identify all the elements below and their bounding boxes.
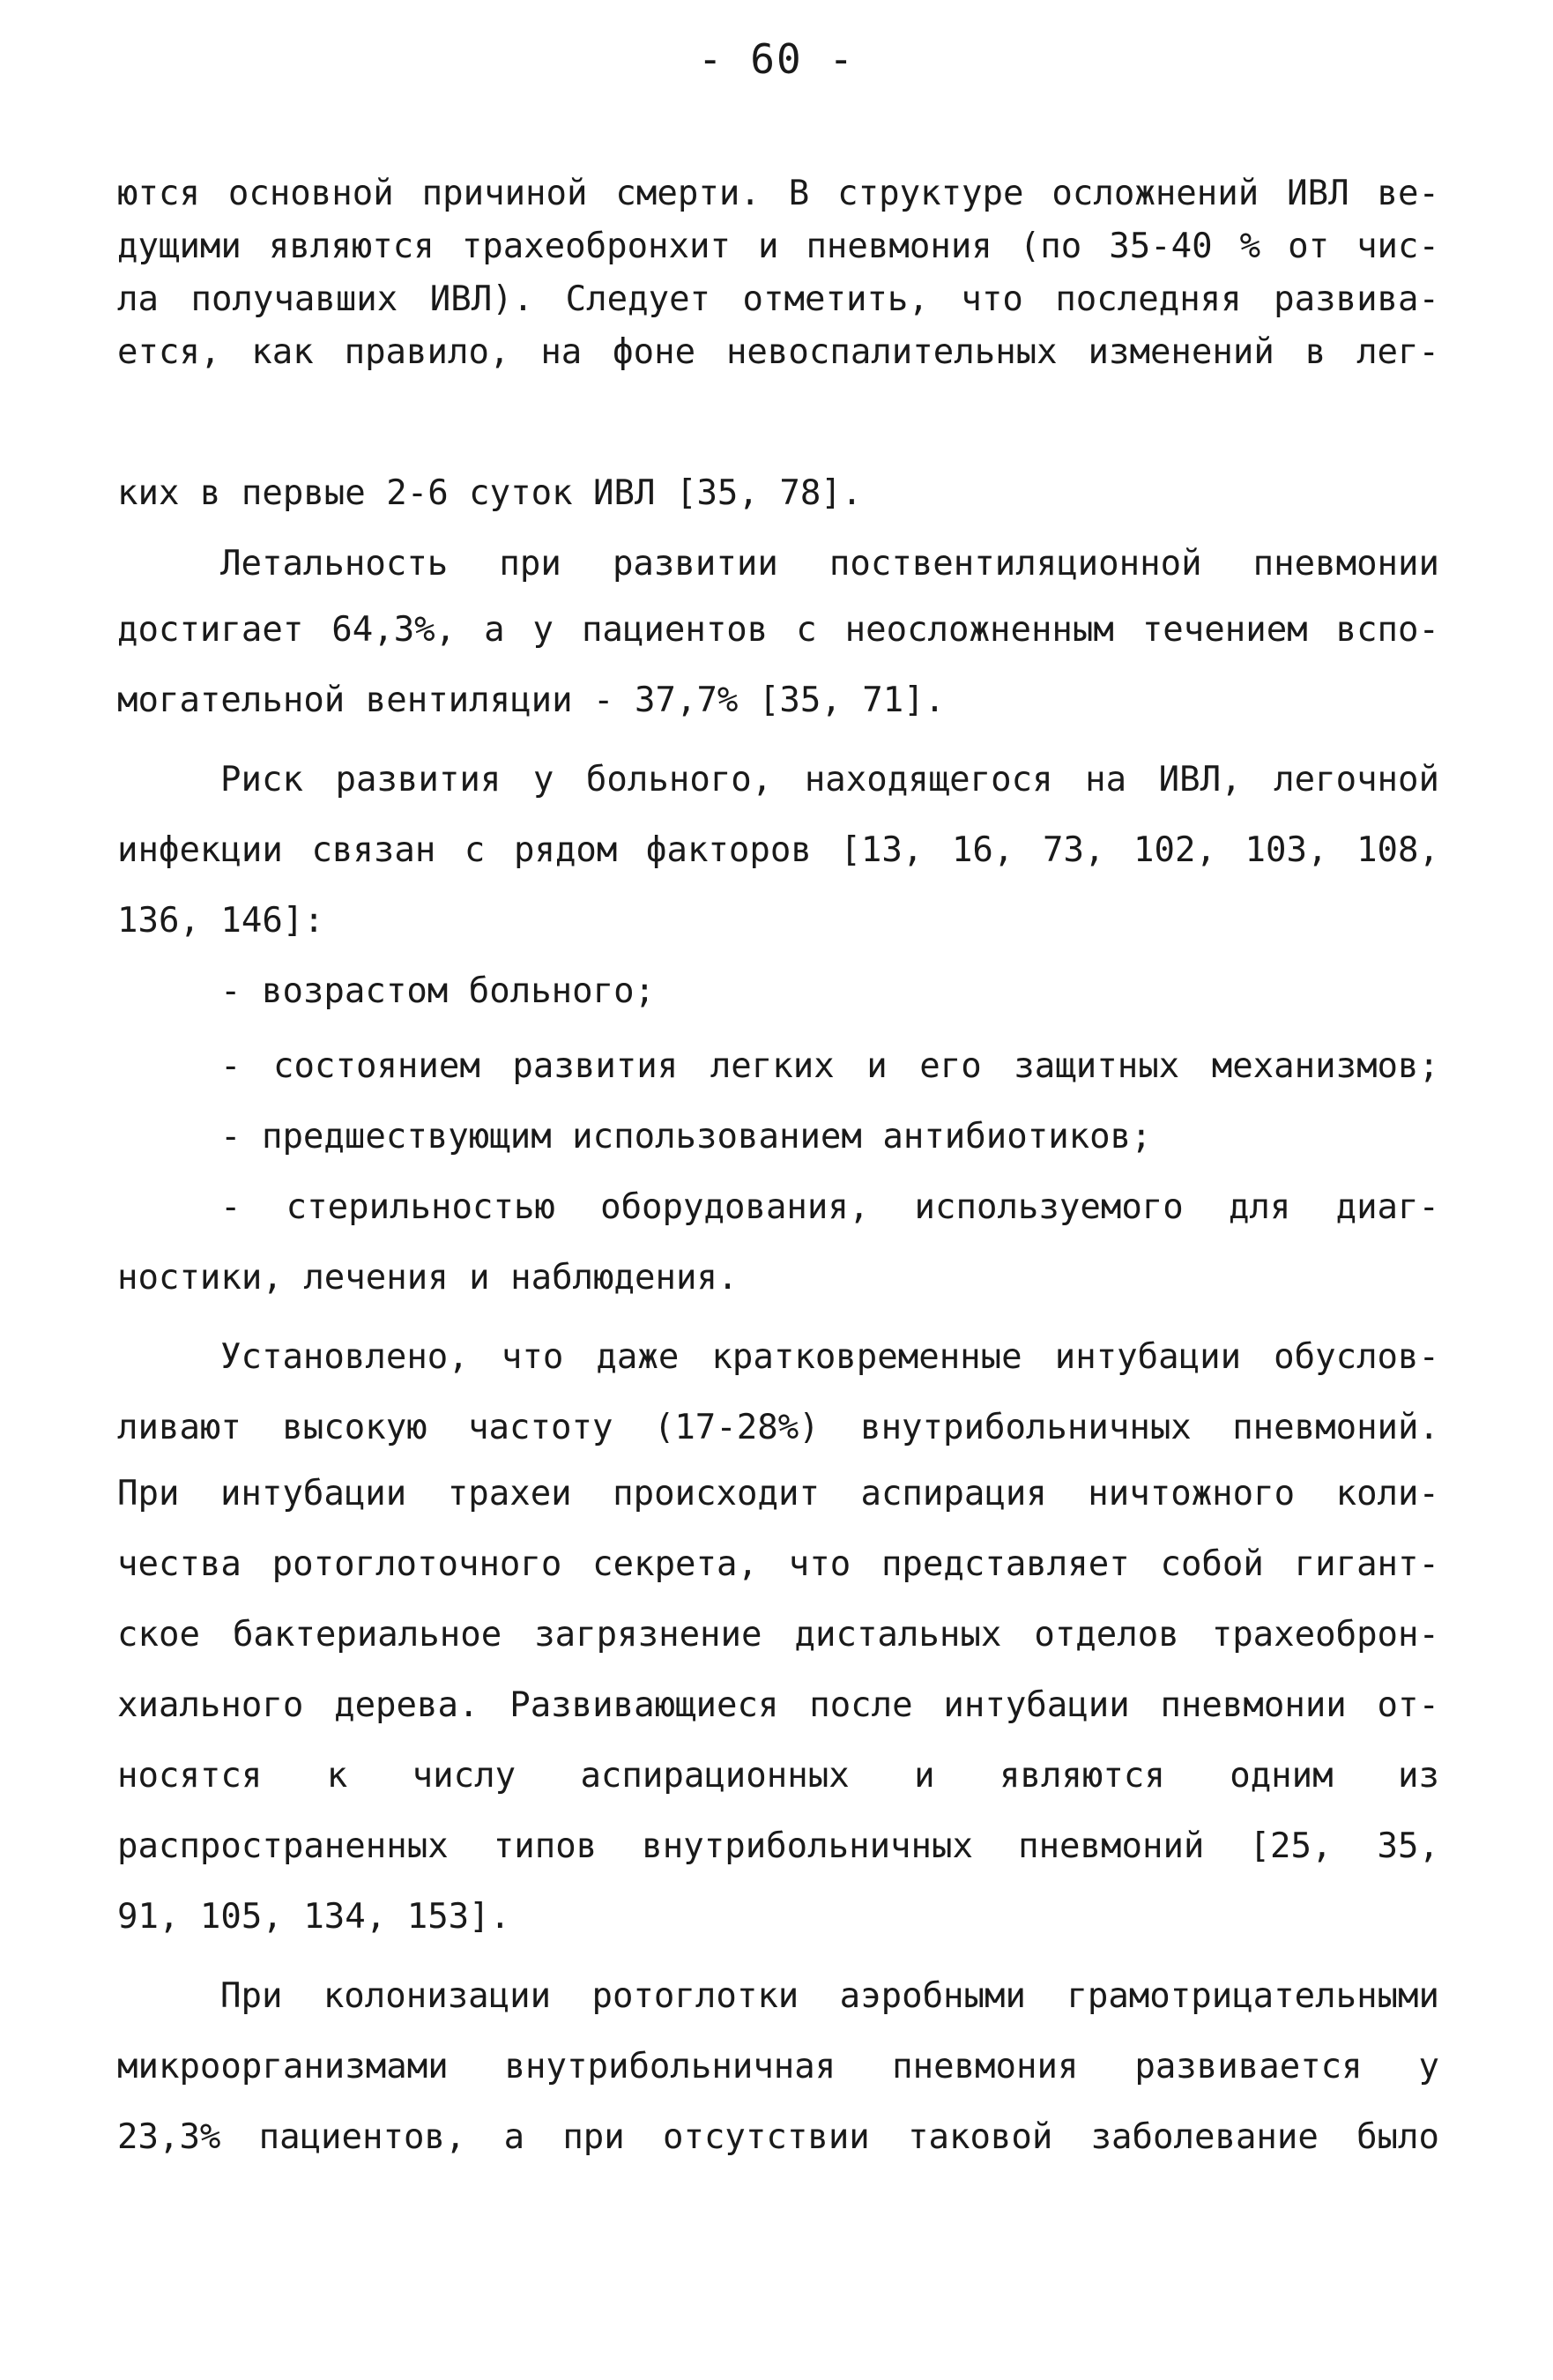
text-line: распространенных типов внутрибольничных пневмоний [25, 35, <box>117 1826 1439 1866</box>
text-line: Летальность при развитии поствентиляционной пневмонии <box>220 544 1439 584</box>
text-line: носятся к числу аспирационных и являются одним из <box>117 1756 1439 1796</box>
text-line: При интубации трахеи происходит аспирация ничтожного коли- <box>117 1474 1439 1514</box>
text-line: ла получавших ИВЛ). Следует отметить, что последняя развива- <box>117 279 1439 319</box>
text-line: 23,3% пациентов, а при отсутствии таковой заболевание было <box>117 2117 1439 2157</box>
text-line: ких в первые 2-6 суток ИВЛ [35, 78]. <box>117 473 863 513</box>
text-line: ностики, лечения и наблюдения. <box>117 1258 739 1298</box>
list-item: - предшествующим использованием антибиотиков; <box>220 1117 1152 1157</box>
text-line: достигает 64,3%, а у пациентов с неосложненным течением вспо- <box>117 610 1439 650</box>
list-item: - возрастом больного; <box>220 971 656 1011</box>
text-line: чества ротоглоточного секрета, что представляет собой гигант- <box>117 1544 1439 1584</box>
text-line: При колонизации ротоглотки аэробными грамотрицательными <box>220 1976 1439 2016</box>
text-line: могательной вентиляции - 37,7% [35, 71]. <box>117 681 946 720</box>
text-line: ются основной причиной смерти. В структуре осложнений ИВЛ ве- <box>117 174 1439 213</box>
text-line: Риск развития у больного, находящегося на ИВЛ, легочной <box>220 760 1439 800</box>
text-line: инфекции связан с рядом факторов [13, 16, 73, 102, 103, 108, <box>117 830 1439 870</box>
text-line: ется, как правило, на фоне невоспалительных изменений в лег- <box>117 332 1439 372</box>
text-line: дущими являются трахеобронхит и пневмония (по 35-40 % от чис- <box>117 227 1439 266</box>
list-item: - состоянием развития легких и его защитных механизмов; <box>220 1046 1439 1086</box>
text-line: Установлено, что даже кратковременные интубации обуслов- <box>220 1337 1439 1377</box>
list-item: - стерильностью оборудования, используемого для диаг- <box>220 1187 1439 1227</box>
text-line: 91, 105, 134, 153]. <box>117 1897 511 1937</box>
text-line: ливают высокую частоту (17-28%) внутрибольничных пневмоний. <box>117 1408 1439 1447</box>
text-line: хиального дерева. Развивающиеся после интубации пневмонии от- <box>117 1685 1439 1725</box>
text-line: ское бактериальное загрязнение дистальных отделов трахеоброн- <box>117 1615 1439 1655</box>
text-line: микроорганизмами внутрибольничная пневмония развивается у <box>117 2047 1439 2086</box>
page-number: - 60 - <box>697 35 856 83</box>
text-line: 136, 146]: <box>117 901 324 941</box>
